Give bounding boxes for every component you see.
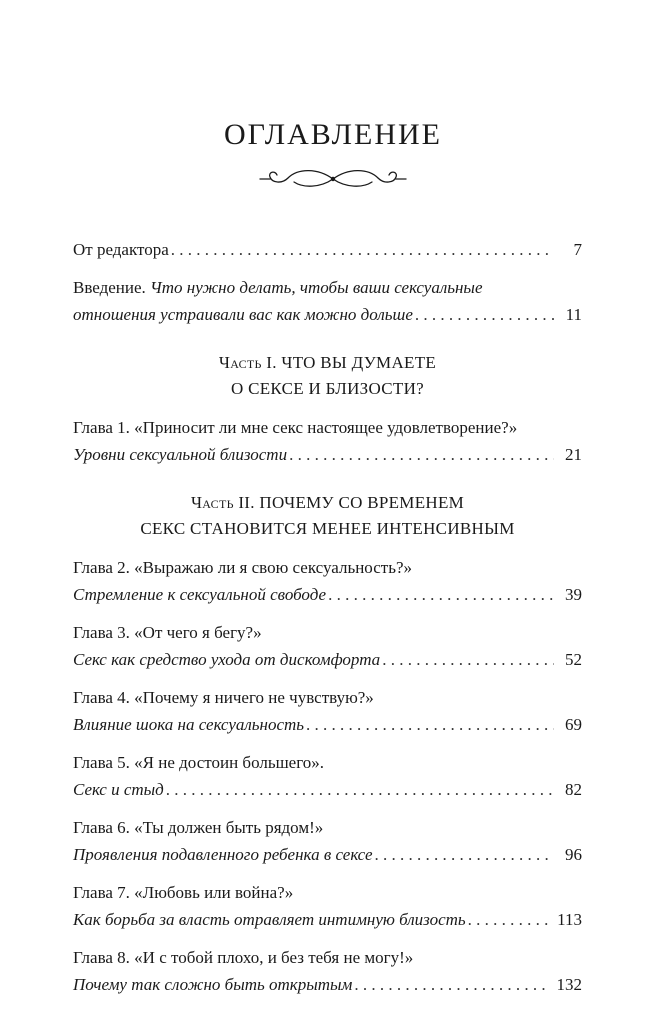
page-title: ОГЛАВЛЕНИЕ [224,118,442,151]
dot-leader [166,776,554,803]
toc-page-number: 113 [557,910,582,929]
toc-entry-chapter-1[interactable] [73,414,582,468]
part-label: Часть II. [190,493,255,512]
toc-entry-chapter-8[interactable] [73,944,582,998]
ornament-flourish-icon [258,164,408,194]
dot-leader [382,646,554,673]
toc-chapter-subtitle: Почему так сложно быть открытым [73,975,353,994]
toc-chapter-title: Глава 2. «Выражаю ли я свою сексуальность?» [73,558,412,577]
toc-page-number: 11 [565,305,582,324]
toc-entry-chapter-5[interactable] [73,749,582,803]
dot-leader [328,581,554,608]
toc-page-number: 69 [565,715,582,734]
toc-chapter-subtitle: Стремление к сексуальной свободе [73,585,327,604]
toc-entry-chapter-7[interactable] [73,879,582,933]
toc-entry-chapter-6[interactable] [73,814,582,868]
toc-entry-chapter-4[interactable] [73,684,582,738]
toc-page-number: 132 [556,975,582,994]
toc-chapter-title: Глава 3. «От чего я бегу?» [73,623,262,642]
dot-leader [354,971,550,998]
part-title-line2: СЕКС СТАНОВИТСЯ МЕНЕЕ ИНТЕНСИВНЫМ [140,519,515,538]
toc-chapter-subtitle: Проявления подавленного ребенка в сексе [73,845,373,864]
toc-page-number: 7 [573,240,582,259]
part-title-line2: О СЕКСЕ И БЛИЗОСТИ? [230,379,425,398]
toc-chapter-title: Глава 4. «Почему я ничего не чувствую?» [73,688,374,707]
toc-entry-subtitle-cont: отношения устраивали вас как можно дольше [73,305,413,324]
toc-chapter-title: Глава 1. «Приносит ли мне секс настоящее удовлетворение?» [73,418,518,437]
toc-chapter-title: Глава 7. «Любовь или война?» [73,883,294,902]
part-title-line1: ЧТО ВЫ ДУМАЕТЕ [281,353,437,372]
toc-entry-editor[interactable] [73,236,582,263]
dot-leader [289,441,554,468]
toc-chapter-subtitle: Как борьба за власть отравляет интимную близость [73,910,466,929]
part-heading-2 [73,490,582,542]
toc-chapter-title: Глава 6. «Ты должен быть рядом!» [73,818,324,837]
part-title-line1: ПОЧЕМУ СО ВРЕМЕНЕМ [259,493,465,512]
part-label: Часть I. [218,353,277,372]
dot-leader [415,301,554,328]
table-of-contents [73,236,582,1009]
toc-page-number: 82 [565,780,582,799]
toc-chapter-subtitle: Секс и стыд [73,780,164,799]
dot-leader [374,841,554,868]
dot-leader [468,906,551,933]
toc-entry-title: Введение. [73,278,151,297]
toc-page-number: 52 [565,650,582,669]
toc-chapter-title: Глава 5. «Я не достоин большего». [73,753,325,772]
toc-entry-introduction[interactable] [73,274,582,328]
part-heading-1 [73,350,582,402]
toc-chapter-subtitle: Секс как средство ухода от дискомфорта [73,650,381,669]
dot-leader [171,236,554,263]
toc-entry-chapter-2[interactable] [73,554,582,608]
toc-page-number: 96 [565,845,582,864]
toc-entry-subtitle: Что нужно делать, чтобы ваши сексуальные [150,278,483,297]
dot-leader [306,711,554,738]
toc-page-number: 21 [565,445,582,464]
toc-chapter-title: Глава 8. «И с тобой плохо, и без тебя не могу!» [73,948,414,967]
toc-entry-chapter-3[interactable] [73,619,582,673]
toc-chapter-subtitle: Уровни сексуальной близости [73,445,288,464]
toc-chapter-subtitle: Влияние шока на сексуальность [73,715,305,734]
toc-entry-title: От редактора [73,240,169,259]
toc-page-number: 39 [565,585,582,604]
